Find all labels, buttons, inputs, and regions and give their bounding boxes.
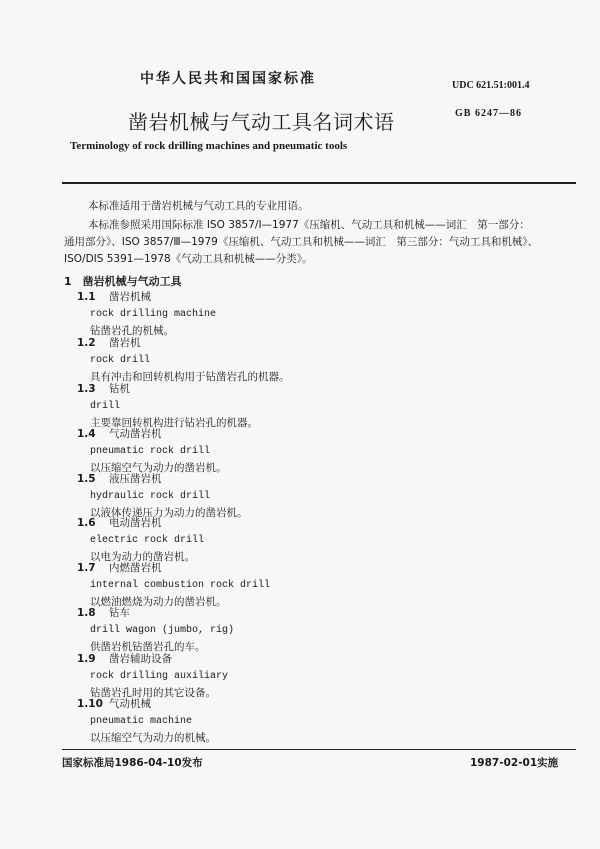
english-title: Terminology of rock drilling machines and pneumatic tools: [70, 140, 348, 152]
term-definition: 以燃油燃烧为动力的凿岩机。: [90, 596, 227, 608]
term-chinese: 凿岩机械: [109, 291, 151, 303]
term-chinese: 气动机械: [109, 698, 151, 710]
term-number: 1.3: [77, 383, 96, 395]
term-definition: 具有冲击和回转机构用于钻凿岩孔的机器。: [90, 371, 290, 383]
term-number: 1.10: [77, 698, 103, 710]
term-chinese: 凿岩辅助设备: [109, 653, 172, 665]
term-number: 1.8: [77, 607, 96, 619]
term-chinese: 电动凿岩机: [109, 517, 162, 529]
term-entry: [77, 560, 270, 611]
term-chinese: 内燃凿岩机: [109, 562, 162, 574]
term-english: hydraulic rock drill: [90, 491, 211, 502]
section-heading: 1 凿岩机械与气动工具: [64, 275, 182, 288]
intro-line: 通用部分》、ISO 3857/Ⅲ—1979《压缩机、气动工具和机械——词汇 第三部分：气动工具和机械》、: [64, 236, 539, 248]
udc-code: UDC 621.51:001.4: [452, 80, 530, 91]
term-number: 1.1: [77, 291, 96, 303]
term-definition: 供凿岩机钻凿岩孔的车。: [90, 641, 206, 653]
term-number: 1.7: [77, 562, 96, 574]
effective-date: 1987-02-01实施: [470, 757, 559, 769]
term-chinese: 钻车: [109, 607, 130, 619]
term-english: rock drilling machine: [90, 309, 217, 320]
intro-line: ISO/DIS 5391—1978《气动工具和机械——分类》。: [64, 253, 313, 265]
term-entry: [77, 651, 228, 702]
term-chinese: 凿岩机: [109, 337, 141, 349]
term-chinese: 液压凿岩机: [109, 473, 162, 485]
term-number: 1.9: [77, 653, 96, 665]
term-number: 1.5: [77, 473, 96, 485]
term-english: pneumatic rock drill: [90, 446, 211, 457]
term-number: 1.4: [77, 428, 96, 440]
term-entry: [77, 605, 234, 656]
intro-line: 本标准参照采用国际标准 ISO 3857/Ⅰ—1977《压缩机、气动工具和机械——词汇 第一部分：: [88, 219, 530, 231]
term-english: rock drilling auxiliary: [90, 671, 229, 682]
term-entry: [77, 381, 258, 432]
national-standard-heading: 中华人民共和国国家标准: [140, 71, 316, 87]
issue-date: 国家标准局1986-04-10发布: [62, 757, 203, 769]
term-definition: 以压缩空气为动力的机械。: [90, 732, 216, 744]
footer-divider: [62, 749, 576, 750]
term-definition: 以电为动力的凿岩机。: [90, 551, 195, 563]
term-number: 1.2: [77, 337, 96, 349]
term-entry: [77, 696, 216, 747]
term-definition: 以压缩空气为动力的凿岩机。: [90, 462, 227, 474]
term-english: drill wagon (jumbo, rig): [90, 625, 235, 636]
term-number: 1.6: [77, 517, 96, 529]
term-english: internal combustion rock drill: [90, 580, 271, 591]
term-english: electric rock drill: [90, 535, 205, 546]
term-english: rock drill: [90, 355, 151, 366]
document-title: 凿岩机械与气动工具名词术语: [128, 110, 395, 134]
term-chinese: 气动凿岩机: [109, 428, 162, 440]
term-english: drill: [90, 401, 121, 412]
standard-code: GB 6247—86: [455, 108, 522, 119]
term-definition: 钻凿岩孔时用的其它设备。: [90, 687, 216, 699]
term-chinese: 钻机: [109, 383, 130, 395]
term-definition: 主要靠回转机构进行钻岩孔的机器。: [90, 417, 258, 429]
term-definition: 钻凿岩孔的机械。: [90, 325, 174, 337]
header-divider: [62, 182, 576, 184]
term-entry: [77, 289, 216, 340]
intro-line: 本标准适用于凿岩机械与气动工具的专业用语。: [88, 200, 309, 212]
term-entry: [77, 515, 204, 566]
term-english: pneumatic machine: [90, 716, 193, 727]
term-entry: [77, 335, 290, 386]
term-entry: [77, 426, 227, 477]
term-definition: 以液体传递压力为动力的凿岩机。: [90, 507, 248, 519]
